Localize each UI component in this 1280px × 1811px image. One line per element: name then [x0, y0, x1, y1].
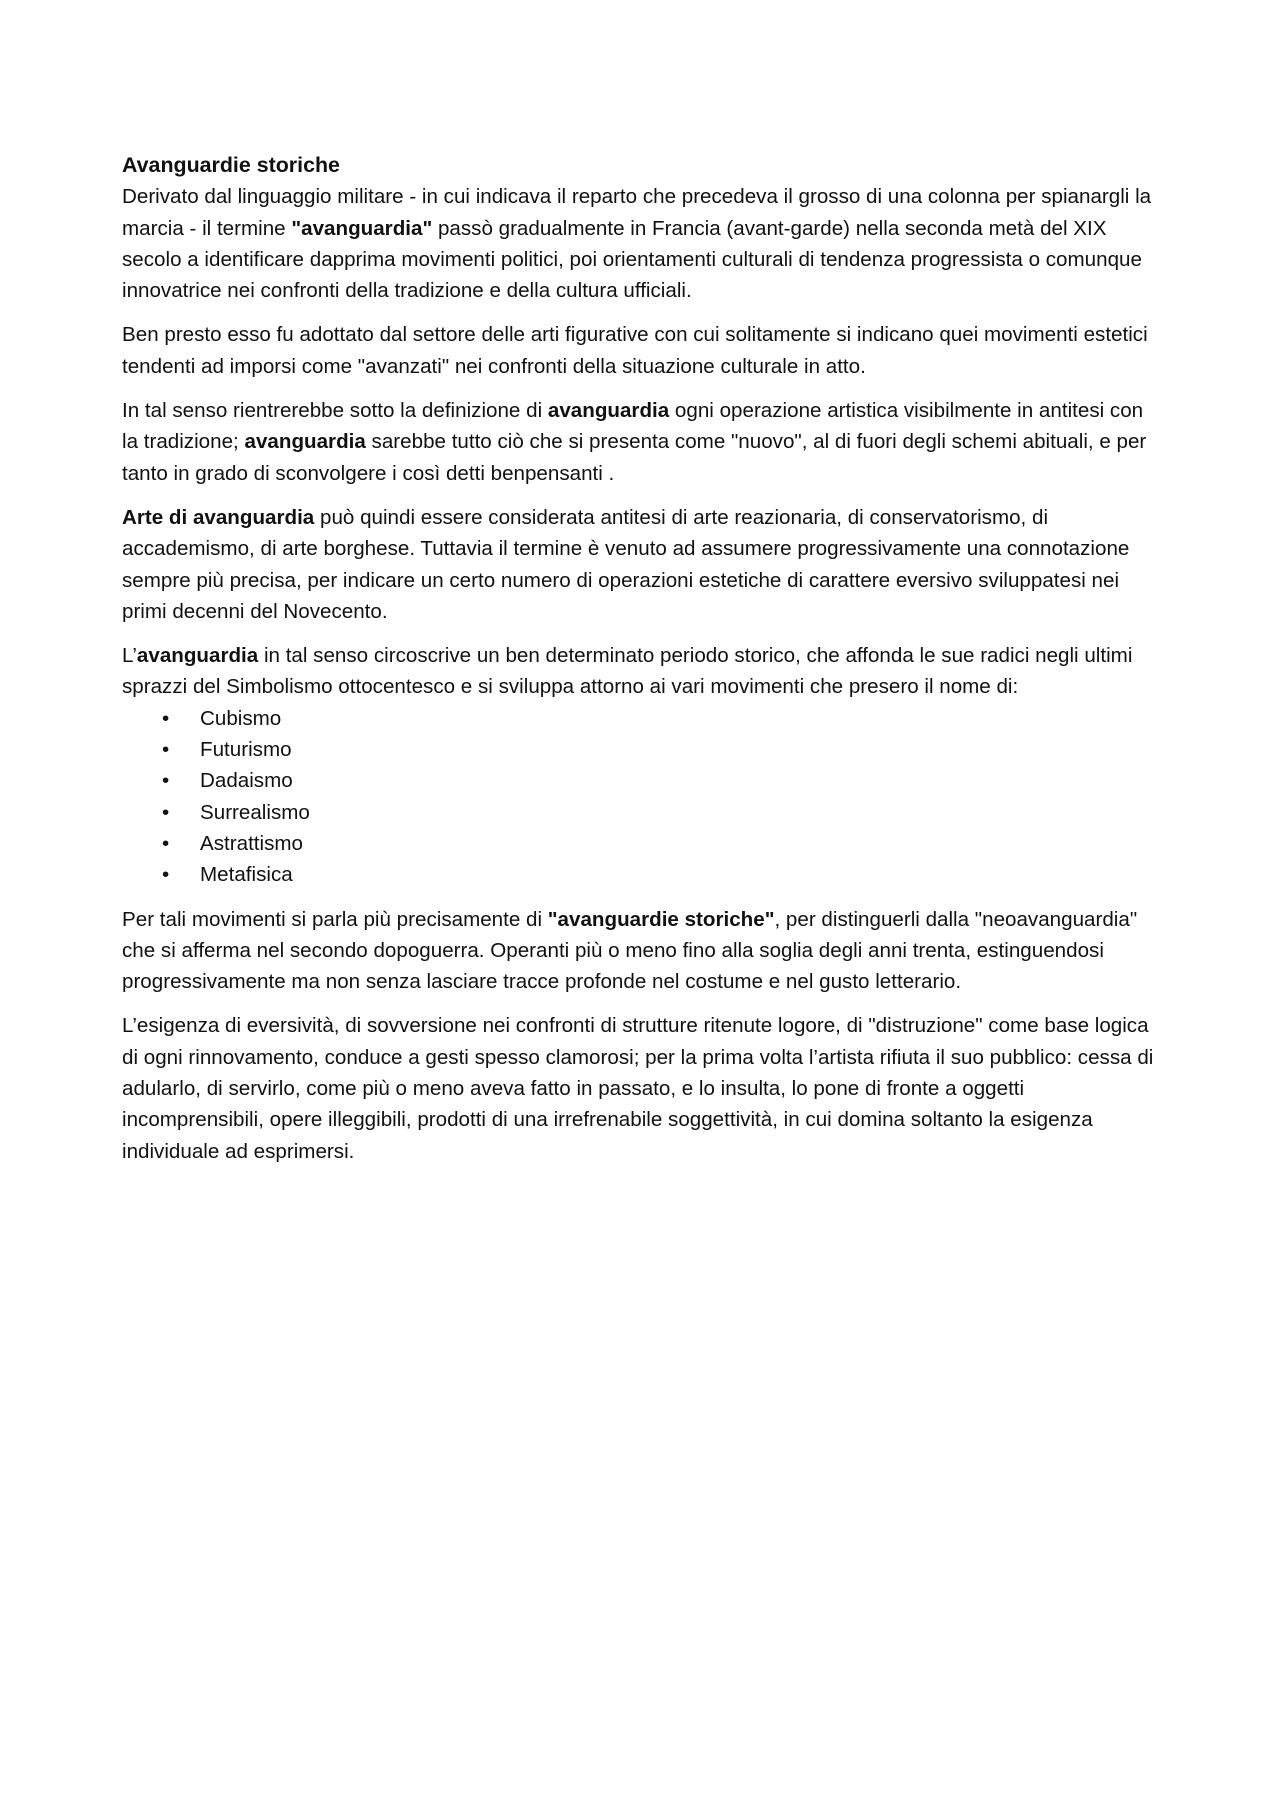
list-item-label: Surrealismo [200, 800, 310, 824]
paragraph-5-bold: avanguardia [136, 644, 259, 668]
bullet-icon: • [162, 831, 170, 855]
paragraph-5-text-c: in tal senso circoscrive un ben determinato periodo storico, che affonda le sue radici negli ultimi sprazzi del Simbolismo ottocentesco e si sviluppa attorno ai vari movimenti che presero il nome di: [122, 644, 1133, 699]
paragraph-3-bold-2: avanguardia [244, 430, 366, 454]
bullet-icon: • [162, 769, 170, 793]
paragraph-6-text-c: , per distinguerli dalla "neoavanguardia" che si afferma nel secondo dopoguerra. Operanti più o meno fino alla soglia degli anni trenta, estinguendosi progressivamente ma non senza lasciare tracce profonde nel costume e nel gusto letterario. [122, 907, 1138, 994]
paragraph-7: L’esigenza di eversività, di sovversione nei confronti di strutture ritenute logore, di "distruzione" come base logica di ogni rinnovamento, conduce a gesti spesso clamorosi; per la prima volta l’artista rifiuta il suo pubblico: cessa di adularlo, di servirlo, come più o meno aveva fatto in passato, e lo insulta, lo pone di fronte a oggetti incomprensibili, opere illeggibili, prodotti di una irrefrenabile soggettività, in cui domina soltanto la esigenza individuale ad esprimersi. [122, 1014, 1154, 1163]
list-item [122, 765, 1162, 796]
list-item-label: Futurismo [200, 738, 292, 762]
list-item-label: Cubismo [200, 706, 282, 730]
paragraph-1 [122, 181, 1162, 306]
paragraph-3-text-c: ogni operazione artistica visibilmente in antitesi con la tradizione; [122, 399, 1144, 454]
list-item-label: Astrattismo [200, 831, 303, 855]
paragraph-6-text-a: Per tali movimenti si parla più precisamente di [122, 907, 548, 931]
paragraph-2: Ben presto esso fu adottato dal settore delle arti figurative con cui solitamente si indicano quei movimenti estetici tendenti ad imporsi come "avanzati" nei confronti della situazione culturale in atto. [122, 323, 1148, 378]
paragraph-3-bold-1: avanguardia [547, 399, 670, 423]
paragraph-3 [122, 395, 1162, 489]
paragraph-1-bold: "avanguardia" [291, 216, 433, 240]
paragraph-3-text-a: In tal senso rientrerebbe sotto la definizione di [122, 399, 548, 423]
paragraph-3-text-e: sarebbe tutto ciò che si presenta come "nuovo", al di fuori degli schemi abituali, e per tanto in grado di sconvolgere i così detti benpensanti . [122, 430, 1147, 485]
paragraph-1-text-c: passò gradualmente in Francia (avant-garde) nella seconda metà del XIX secolo a identificare dapprima movimenti politici, poi orientamenti culturali di tendenza progressista o comunque innovatrice nei confronti della tradizione e della cultura ufficiali. [122, 216, 1142, 303]
paragraph-6-bold: "avanguardie storiche" [547, 907, 775, 931]
list-item-label: Metafisica [200, 863, 293, 887]
paragraph-5-text-a: L’ [122, 644, 137, 668]
list-item-label: Dadaismo [200, 769, 293, 793]
list-item [122, 828, 1162, 859]
paragraph-4-bold: Arte di avanguardia [122, 505, 315, 529]
document-page [122, 150, 1162, 1180]
document-title: Avanguardie storiche [122, 153, 340, 177]
bullet-icon: • [162, 800, 170, 824]
movements-list [122, 703, 1162, 891]
list-item [122, 859, 1162, 890]
paragraph-1-text-a: Derivato dal linguaggio militare - in cui indicava il reparto che precedeva il grosso di una colonna per spianargli la marcia - il termine [122, 185, 1152, 240]
paragraph-6 [122, 904, 1162, 998]
list-item [122, 797, 1162, 828]
paragraph-4 [122, 502, 1162, 627]
paragraph-4-text-b: può quindi essere considerata antitesi di arte reazionaria, di conservatorismo, di accademismo, di arte borghese. Tuttavia il termine è venuto ad assumere progressivamente una connotazione sempre più precisa, per indicare un certo numero di operazioni estetiche di carattere eversivo sviluppatesi nei primi decenni del Novecento. [122, 505, 1130, 623]
paragraph-5 [122, 640, 1162, 703]
list-item [122, 703, 1162, 734]
bullet-icon: • [162, 863, 170, 887]
bullet-icon: • [162, 706, 170, 730]
bullet-icon: • [162, 738, 170, 762]
list-item [122, 734, 1162, 765]
